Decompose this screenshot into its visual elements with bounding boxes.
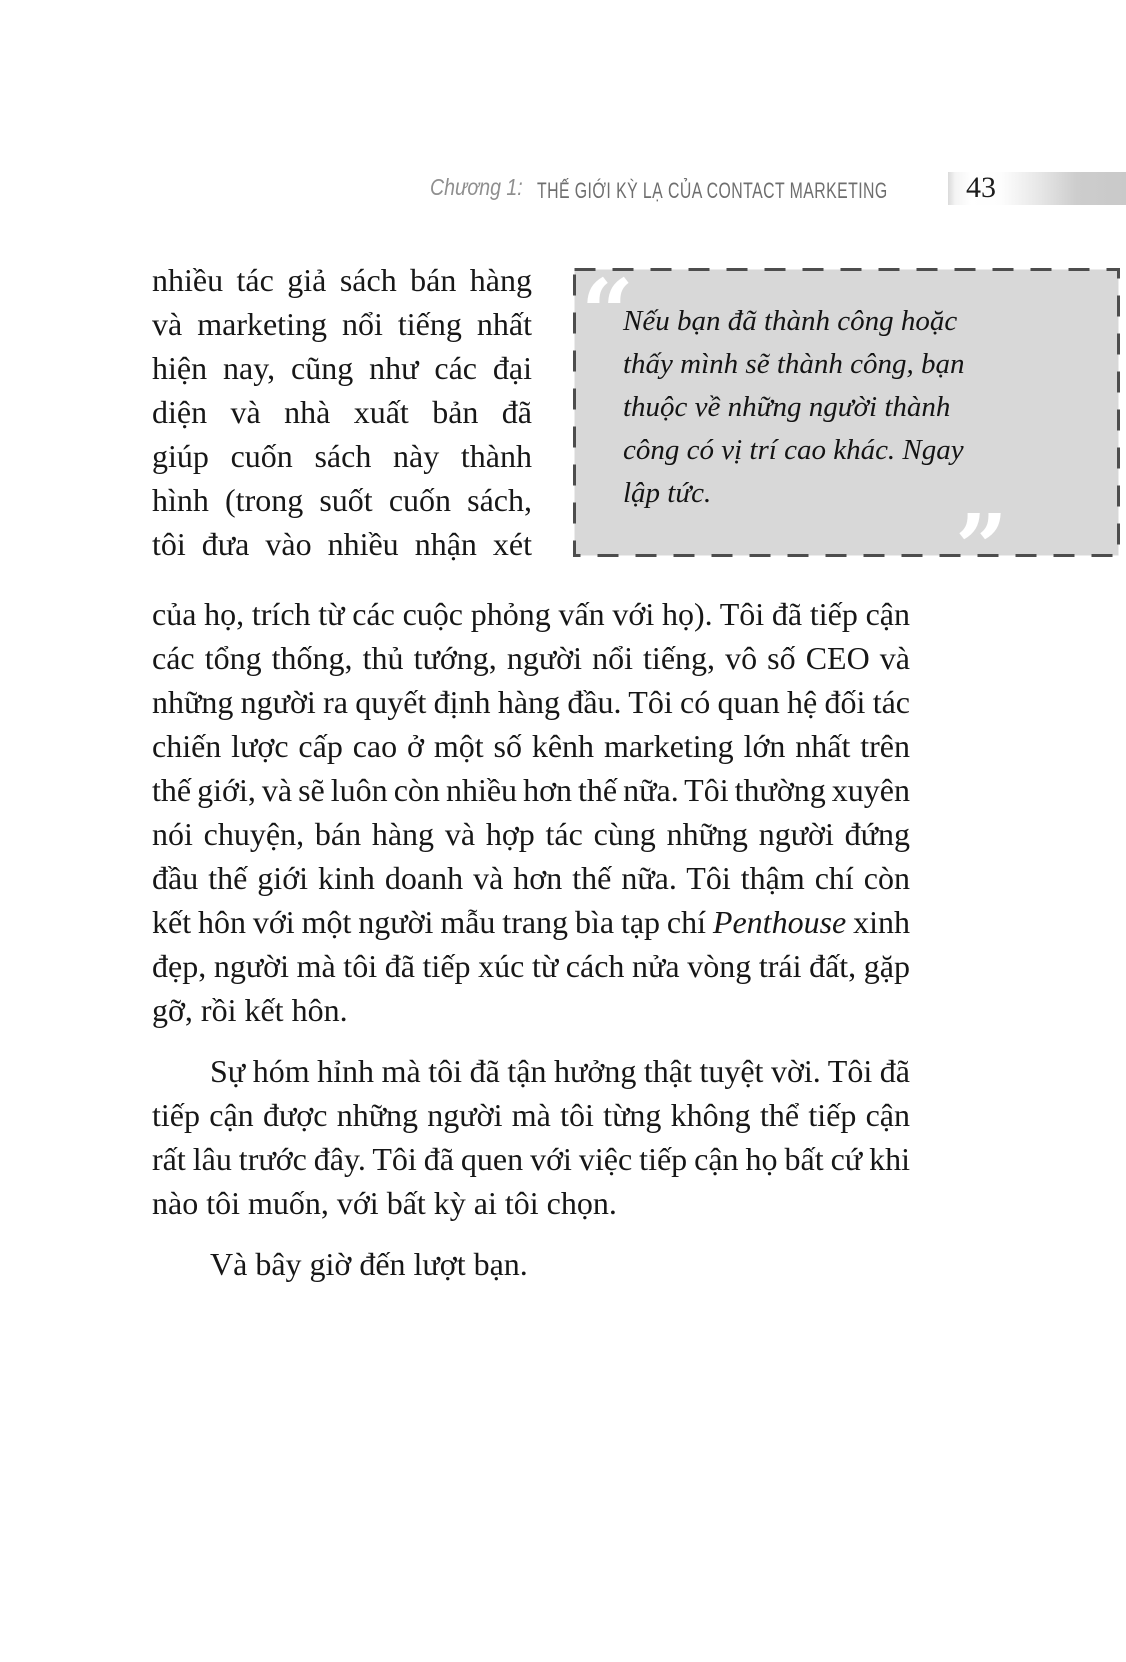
- text-line: thế giới, và sẽ luôn còn nhiều hơn thế nữa. Tôi thường xuyên: [152, 772, 910, 808]
- text-line: Và bây giờ đến lượt bạn.: [210, 1246, 528, 1282]
- text-line: diện và nhà xuất bản đã: [152, 394, 532, 430]
- running-header: [0, 0, 1126, 220]
- pullquote-box: [573, 259, 1120, 602]
- text-line: hiện nay, cũng như các đại: [152, 350, 532, 386]
- text-line: tiếp cận được những người mà tôi từng không thể tiếp cận: [152, 1097, 910, 1133]
- pullquote-text: [623, 300, 1063, 515]
- body-text-block: [152, 592, 910, 1032]
- narrow-text-column: [152, 258, 532, 566]
- text-line: nhiều tác giả sách bán hàng: [152, 262, 532, 298]
- pullquote-line: công có vị trí cao khác. Ngay: [623, 434, 964, 466]
- open-quote-mark: “: [581, 259, 634, 367]
- body-paragraph-2: [152, 1049, 910, 1225]
- text-line: đẹp, người mà tôi đã tiếp xúc từ cách nửa vòng trái đất, gặp: [152, 948, 911, 984]
- text-line: giúp cuốn sách này thành: [152, 438, 532, 474]
- text-line: đầu thế giới kinh doanh và hơn thế nữa. Tôi thậm chí còn: [152, 860, 910, 896]
- pullquote-line: thấy mình sẽ thành công, bạn: [623, 348, 965, 380]
- text-line: hình (trong suốt cuốn sách,: [152, 482, 532, 518]
- chapter-title: THẾ GIỚI KỲ LẠ CỦA CONTACT MARKETING: [537, 178, 888, 203]
- text-line: gỡ, rồi kết hôn.: [152, 992, 348, 1028]
- text-line: nói chuyện, bán hàng và hợp tác cùng những người đứng: [152, 816, 910, 852]
- close-quote-mark: ”: [955, 494, 1008, 602]
- text-line: nào tôi muốn, với bất kỳ ai tôi chọn.: [152, 1185, 617, 1221]
- text-line: rất lâu trước đây. Tôi đã quen với việc tiếp cận họ bất cứ khi: [152, 1141, 911, 1177]
- text-line: và marketing nổi tiếng nhất: [152, 306, 532, 342]
- text-line: tôi đưa vào nhiều nhận xét: [152, 526, 532, 562]
- text-line: chiến lược cấp cao ở một số kênh marketing lớn nhất trên: [152, 728, 910, 764]
- text-line: kết hôn với một người mẫu trang bìa tạp chí Penthouse xinh: [152, 904, 911, 940]
- text-line: những người ra quyết định hàng đầu. Tôi có quan hệ đối tác: [152, 684, 911, 720]
- body-paragraph-3: [152, 1242, 910, 1286]
- page-number: 43: [966, 171, 996, 204]
- pullquote-line: Nếu bạn đã thành công hoặc: [623, 305, 958, 337]
- pullquote-line: thuộc về những người thành: [623, 391, 951, 423]
- text-line: các tổng thống, thủ tướng, người nổi tiếng, vô số CEO và: [152, 640, 910, 676]
- text-line: Sự hóm hỉnh mà tôi đã tận hưởng thật tuyệt vời. Tôi đã: [210, 1053, 910, 1089]
- chapter-label: Chương 1:: [430, 174, 523, 200]
- text-line: của họ, trích từ các cuộc phỏng vấn với họ). Tôi đã tiếp cận: [152, 596, 911, 632]
- pullquote-line: lập tức.: [623, 477, 712, 509]
